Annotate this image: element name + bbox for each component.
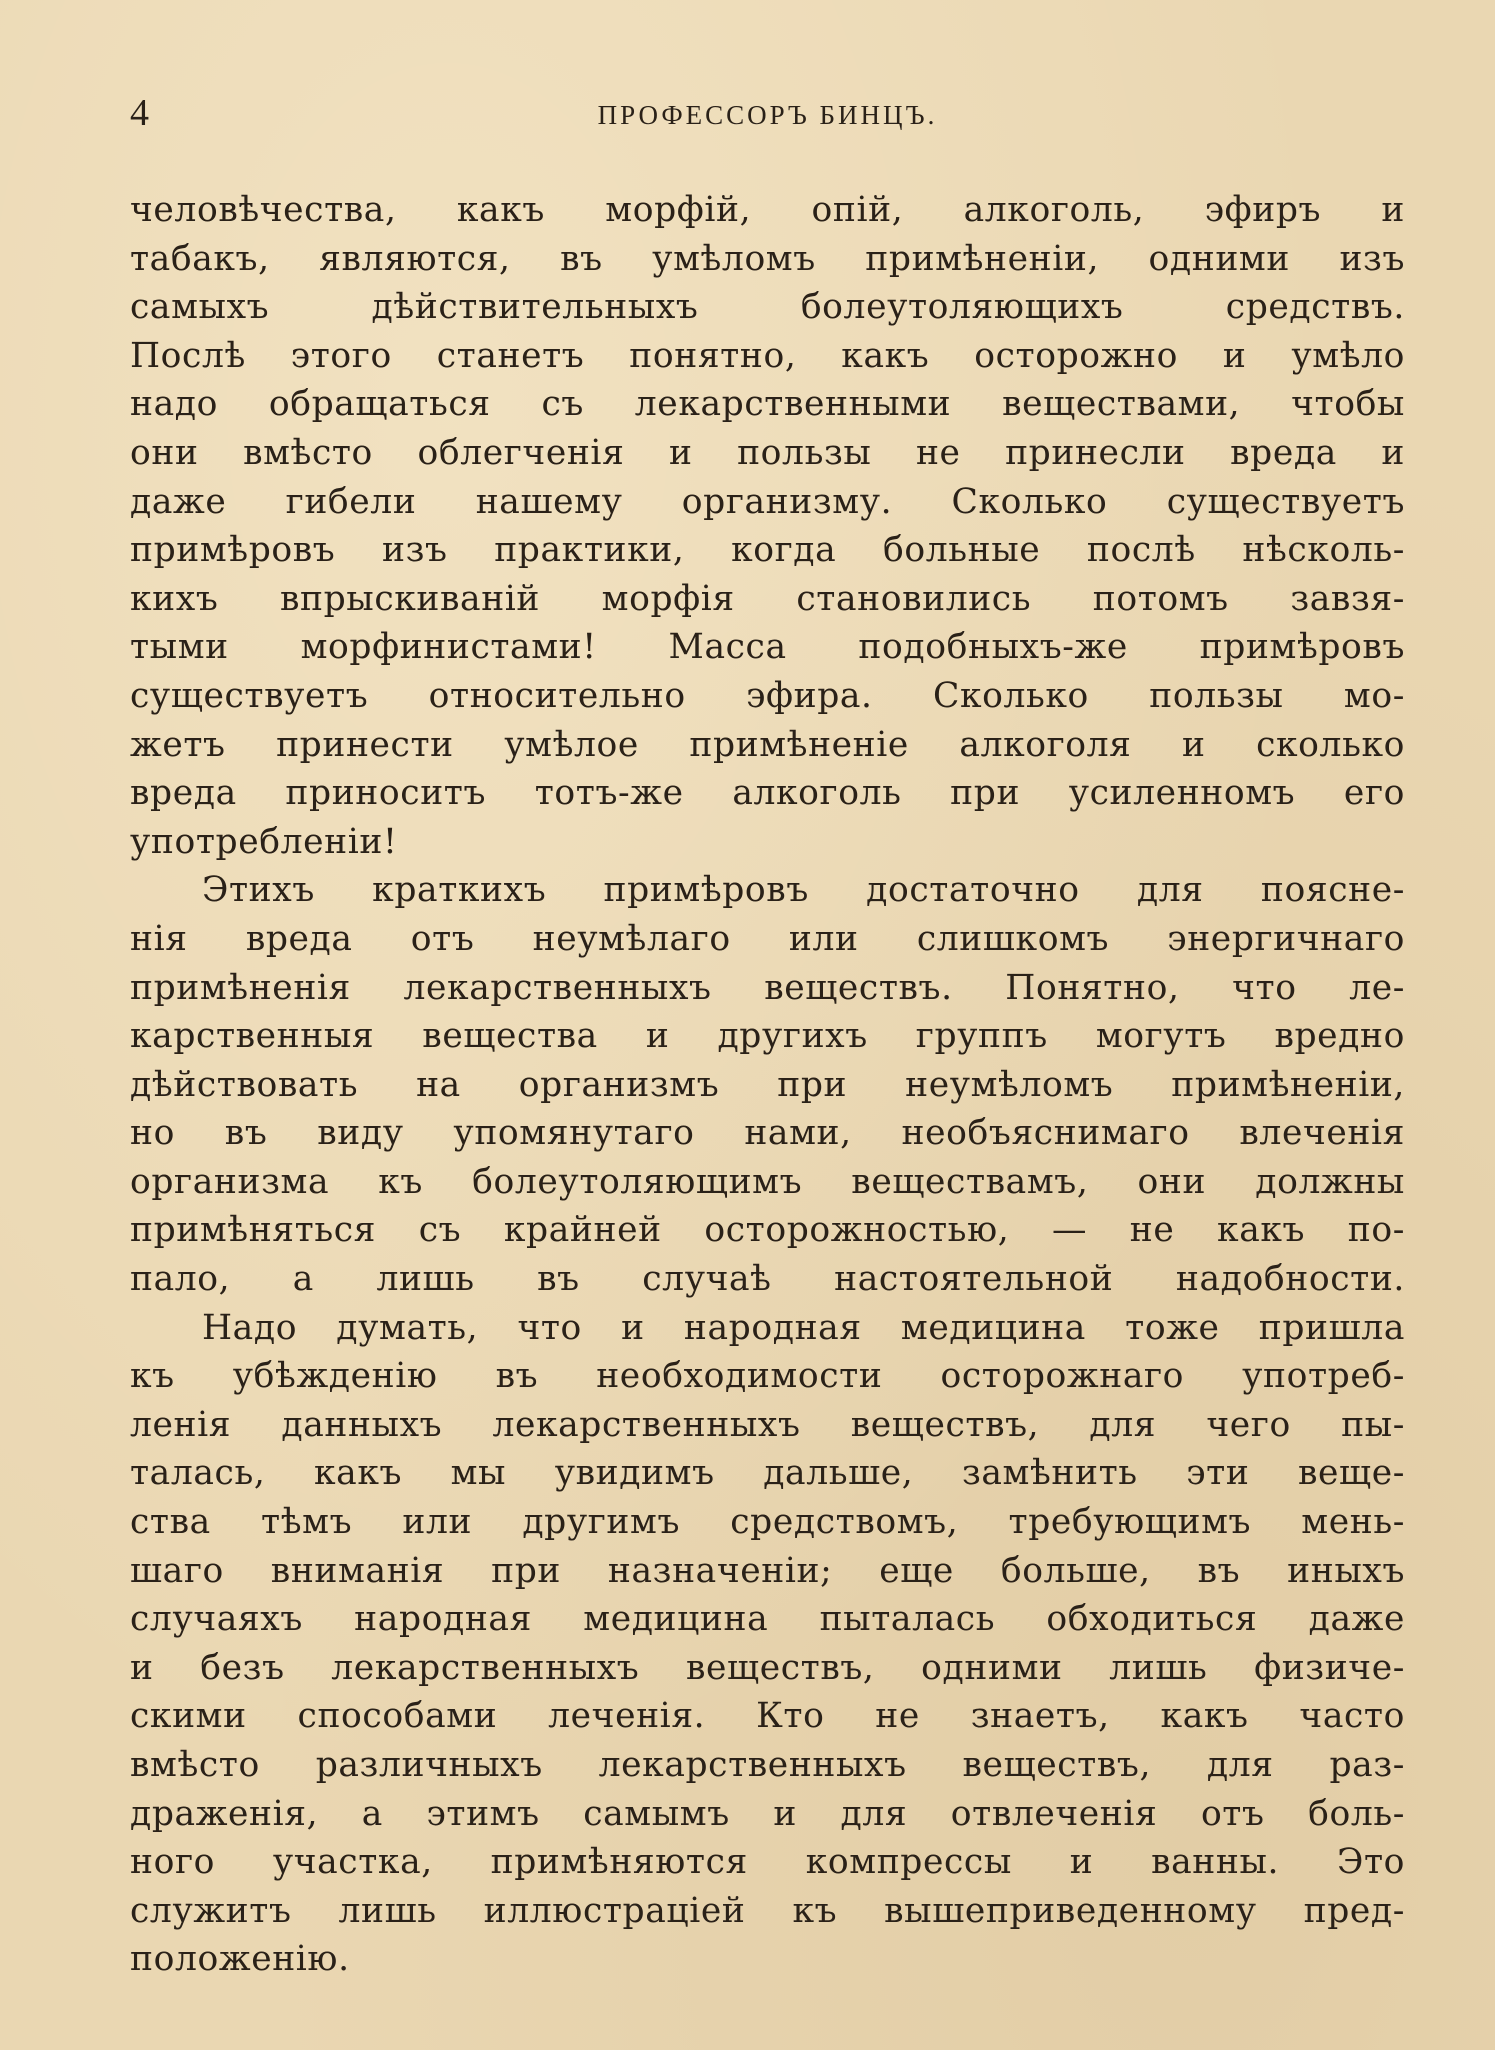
text-line: примѣняться съ крайней осторожностью, — не какъ по- [130,1210,1405,1251]
text-line: существуетъ относительно эфира. Сколько пользы мо- [130,675,1405,716]
text-line: табакъ, являются, въ умѣломъ примѣненіи, одними изъ [130,238,1405,279]
text-line: случаяхъ народная медицина пыталась обходиться даже [130,1599,1405,1640]
paragraph-end-line: пало, а лишь въ случаѣ настоятельной надобности. [130,1259,1405,1300]
text-line: кихъ впрыскиваній морфія становились потомъ завзя- [130,578,1405,619]
page-number: 4 [130,92,149,134]
text-line: нія вреда отъ неумѣлаго или слишкомъ энергичнаго [130,918,1405,959]
text-line: ного участка, примѣняются компрессы и ванны. Это [130,1842,1405,1883]
text-line: скими способами леченія. Кто не знаетъ, какъ часто [130,1696,1405,1737]
paragraph-start-line: Надо думать, что и народная медицина тоже пришла [202,1307,1405,1348]
text-line: къ убѣжденію въ необходимости осторожнаго употреб- [130,1356,1405,1397]
text-line: ства тѣмъ или другимъ средствомъ, требующимъ мень- [130,1502,1405,1543]
text-line: Послѣ этого станетъ понятно, какъ осторожно и умѣло [130,335,1405,376]
text-line: примѣровъ изъ практики, когда больные послѣ нѣсколь- [130,530,1405,571]
paragraph-end-line: положенію. [130,1939,350,1980]
text-line: дѣйствовать на организмъ при неумѣломъ примѣненіи, [130,1064,1405,1105]
text-line: шаго вниманія при назначеніи; еще больше, въ иныхъ [130,1550,1405,1591]
text-line: самыхъ дѣйствительныхъ болеутоляющихъ средствъ. [130,287,1405,328]
text-line: даже гибели нашему организму. Сколько существуетъ [130,481,1405,522]
text-line: но въ виду упомянутаго нами, необъяснимаго влеченія [130,1113,1405,1154]
text-line: вмѣсто различныхъ лекарственныхъ веществъ, для раз- [130,1745,1405,1785]
body-text [130,186,1405,1984]
text-line: примѣненія лекарственныхъ веществъ. Понятно, что ле- [130,967,1405,1008]
paragraph-end-line: употребленіи! [130,821,398,862]
text-line: ленія данныхъ лекарственныхъ веществъ, для чего пы- [130,1404,1405,1445]
text-line: и безъ лекарственныхъ веществъ, одними лишь физиче- [130,1647,1405,1688]
text-line: талась, какъ мы увидимъ дальше, замѣнить эти веще- [130,1453,1405,1494]
paragraph-start-line: Этихъ краткихъ примѣровъ достаточно для поясне- [202,870,1405,911]
text-line: драженія, а этимъ самымъ и для отвлеченія отъ боль- [130,1793,1405,1834]
running-title: ПРОФЕССОРЪ БИНЦЪ. [597,100,938,130]
text-line: жетъ принести умѣлое примѣненіе алкоголя и сколько [130,724,1405,765]
text-line: карственныя вещества и другихъ группъ могутъ вредно [130,1016,1405,1057]
text-line: служитъ лишь иллюстраціей къ вышеприведенному пред- [130,1890,1405,1931]
text-line: организма къ болеутоляющимъ веществамъ, они должны [130,1161,1405,1202]
page-header [130,88,1405,138]
text-line: надо обращаться съ лекарственными веществами, чтобы [130,384,1405,425]
text-line: вреда приноситъ тотъ-же алкоголь при усиленномъ его [130,773,1405,814]
text-line: человѣчества, какъ морфій, опій, алкоголь, эфиръ и [130,190,1405,230]
text-line: тыми морфинистами! Масса подобныхъ-же примѣровъ [130,627,1405,668]
text-line: они вмѣсто облегченія и пользы не принесли вреда и [130,432,1405,473]
